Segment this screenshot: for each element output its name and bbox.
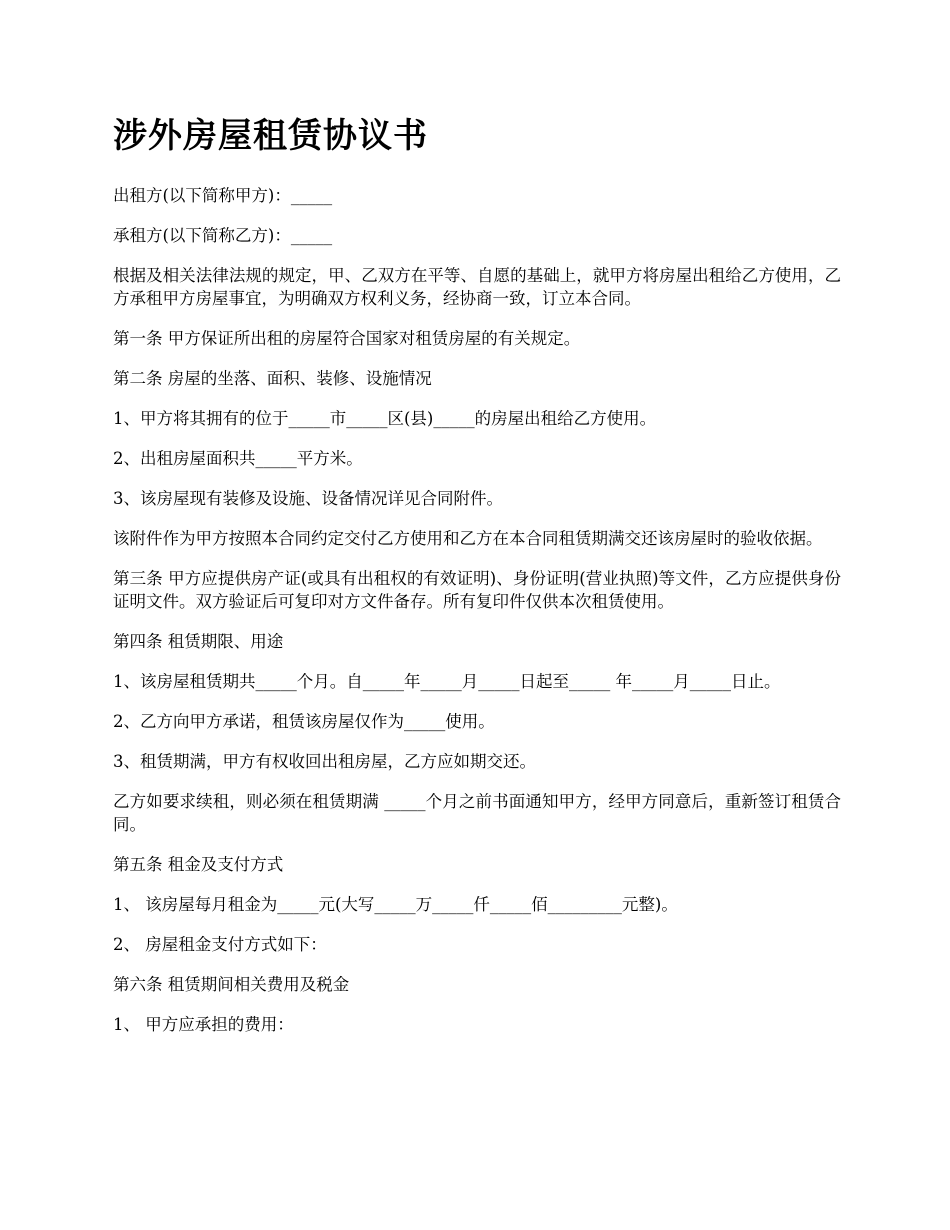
article-6-heading: 第六条 租赁期间相关费用及税金 bbox=[113, 975, 350, 994]
paragraph-preamble: 根据及相关法律法规的规定，甲、乙双方在平等、自愿的基础上，就甲方将房屋出租给乙方使用，乙方承租甲方房屋事宜，为明确双方权利义务，经协商一致，订立本合同。 bbox=[113, 266, 841, 308]
article-4-renewal: 乙方如要求续租，则必须在租赁期满 _____个月之前书面通知甲方，经甲方同意后，重新签订租赁合同。 bbox=[113, 792, 841, 834]
article-1: 第一条 甲方保证所出租的房屋符合国家对租赁房屋的有关规定。 bbox=[113, 329, 581, 348]
article-5-heading: 第五条 租金及支付方式 bbox=[113, 855, 284, 874]
paragraph-lessor: 出租方(以下简称甲方)：_____ bbox=[113, 186, 333, 205]
article-4-item-1: 1、该房屋租赁期共_____个月。自_____年_____月_____日起至_____ 年_____月_____日止。 bbox=[113, 672, 781, 691]
article-2-item-2: 2、出租房屋面积共_____平方米。 bbox=[113, 449, 363, 468]
article-5-item-1: 1、 该房屋每月租金为_____元(大写_____万_____仟_____佰_________元整)。 bbox=[113, 895, 678, 914]
article-2-heading: 第二条 房屋的坐落、面积、装修、设施情况 bbox=[113, 369, 432, 388]
article-3: 第三条 甲方应提供房产证(或具有出租权的有效证明)、身份证明(营业执照)等文件，乙方应提供身份证明文件。双方验证后可复印对方文件备存。所有复印件仅供本次租赁使用。 bbox=[113, 569, 841, 611]
article-5-item-2: 2、 房屋租金支付方式如下： bbox=[113, 935, 327, 954]
paragraph-lessee: 承租方(以下简称乙方)：_____ bbox=[113, 226, 333, 245]
article-4-heading: 第四条 租赁期限、用途 bbox=[113, 632, 284, 651]
document-page bbox=[113, 112, 841, 1053]
article-4-item-3: 3、租赁期满，甲方有权收回出租房屋，乙方应如期交还。 bbox=[113, 752, 536, 771]
document-title: 涉外房屋租赁协议书 bbox=[113, 116, 428, 156]
article-4-item-2: 2、乙方向甲方承诺，租赁该房屋仅作为_____使用。 bbox=[113, 712, 495, 731]
article-2-item-3: 3、该房屋现有装修及设施、设备情况详见合同附件。 bbox=[113, 489, 503, 508]
article-2-note: 该附件作为甲方按照本合同约定交付乙方使用和乙方在本合同租赁期满交还该房屋时的验收依据。 bbox=[113, 529, 823, 548]
article-6-item-1: 1、 甲方应承担的费用： bbox=[113, 1015, 294, 1034]
article-2-item-1: 1、甲方将其拥有的位于_____市_____区(县)_____的房屋出租给乙方使用。 bbox=[113, 409, 657, 428]
